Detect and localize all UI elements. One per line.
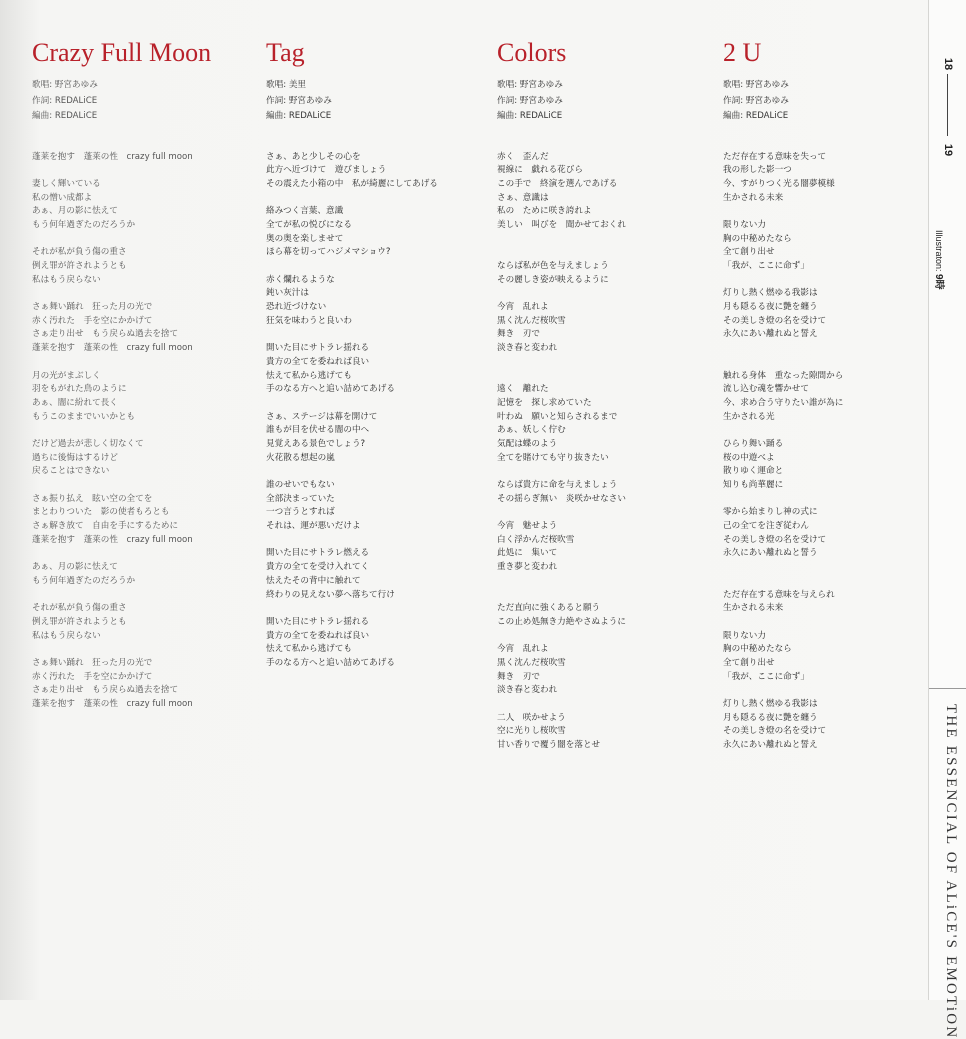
lyric-line: 誰もが目を伏せる闇の中へ	[266, 425, 370, 436]
lyric-line: ただ直向に強くあると願う	[497, 603, 601, 614]
song-column-crazy-full-moon	[32, 38, 211, 712]
stanza-gap	[266, 534, 438, 548]
stanza-gap	[497, 233, 626, 247]
lyric-line: さぁ振り払え 眩い空の全てを	[32, 493, 153, 504]
lyric-line: 零から始まりし神の式に	[723, 507, 818, 518]
credit-vocal: 歌唱: 野宮あゆみ	[497, 80, 563, 90]
lyric-line: 怯えたその背中に触れて	[266, 575, 361, 586]
lyric-line: 美しい 叫びを 聞かせておくれ	[497, 219, 626, 230]
song-credits	[723, 78, 843, 125]
stanza-gap	[497, 356, 626, 370]
stanza-gap	[723, 274, 843, 288]
stanza-gap	[32, 287, 211, 301]
lyric-line: 私はもう戻らない	[32, 274, 101, 285]
lyric-line: 触れる身体 重なった隙間から	[723, 370, 844, 381]
lyric-line: 戻ることはできない	[32, 466, 110, 477]
lyric-line: 黒く沈んだ桜吹雪	[497, 657, 566, 668]
lyric-line: さぁ舞い踊れ 狂った月の光で	[32, 657, 153, 668]
song-lyrics	[497, 151, 626, 753]
lyric-line: ただ存在する意味を与えられ	[723, 589, 835, 600]
song-column-2u	[723, 38, 843, 753]
credit-vocal: 歌唱: 美里	[266, 80, 307, 90]
stanza-gap	[266, 192, 438, 206]
stanza-gap	[32, 479, 211, 493]
lyric-line: その震えた小箱の中 私が綺麗にしてあげる	[266, 178, 438, 189]
lyric-line: 月も隠るる夜に艶を纏う	[723, 302, 818, 313]
lyric-line: 「我が、ここに命ず」	[723, 671, 809, 682]
stanza-gap	[32, 424, 211, 438]
song-title: Tag	[266, 38, 305, 67]
lyric-line: あぁ、月の影に怯えて	[32, 206, 118, 217]
lyric-line: さぁ、ステージは幕を開けて	[266, 411, 378, 422]
stanza-gap	[497, 287, 626, 301]
lyric-line: ただ存在する意味を失って	[723, 151, 827, 162]
lyric-line: 火花散る想起の嵐	[266, 452, 335, 463]
lyric-line: 手のなる方へと追い詰めてあげる	[266, 384, 395, 395]
song-lyrics	[723, 151, 843, 753]
lyric-line: その美しき燈の名を受けて	[723, 726, 827, 737]
stanza-gap	[266, 397, 438, 411]
stanza-gap	[723, 684, 843, 698]
illustrator-name: 9時	[933, 274, 944, 290]
stanza-gap	[723, 356, 843, 370]
lyric-line: 赤く 歪んだ	[497, 151, 549, 162]
lyric-line: 全てが私の悦びになる	[266, 219, 352, 230]
song-title: 2 U	[723, 38, 762, 67]
lyric-line: 全部決まっていた	[266, 493, 335, 504]
lyric-line: あぁ、妖しく佇む	[497, 425, 566, 436]
stanza-gap	[32, 547, 211, 561]
lyric-line: 狂気を味わうと良いわ	[266, 315, 352, 326]
lyric-line: ほら幕を切ってハジメマショウ?	[266, 247, 391, 258]
lyric-line: 限りない力	[723, 630, 766, 641]
lyric-line: 今宵 魅せよう	[497, 521, 558, 532]
sidebar-divider	[929, 688, 966, 689]
illustration-credit	[933, 230, 948, 290]
lyric-line: 誰のせいでもない	[266, 480, 335, 490]
lyric-line: 手のなる方へと追い詰めてあげる	[266, 657, 395, 668]
lyric-line: 舞き 刃で	[497, 671, 540, 682]
stanza-gap	[266, 260, 438, 274]
lyric-line: 此方へ近づけて 遊びましょう	[266, 165, 387, 176]
stanza-gap	[723, 561, 843, 575]
lyric-line: 開いた目にサトラレ揺れる	[266, 616, 370, 627]
page-number-right: 19	[942, 143, 954, 157]
page-number-divider	[947, 74, 948, 136]
lyric-line: さぁ解き放て 自由を手にするために	[32, 521, 179, 532]
stanza-gap	[497, 465, 626, 479]
lyric-line: 終わりの見えない夢へ落ちて行け	[266, 589, 395, 600]
credit-lyrics: 作詞: REDALiCE	[32, 95, 98, 106]
lyric-line: 淡き春と変われ	[497, 343, 558, 354]
lyric-line: 妻しく輝いている	[32, 178, 101, 189]
lyric-line: 記憶を 探し求めていた	[497, 397, 592, 408]
credit-arrangement: 編曲: REDALiCE	[723, 111, 789, 121]
lyric-line: 灯りし熱く燃ゆる我影は	[723, 699, 818, 709]
lyric-line: 永久にあい離れぬと誓う	[723, 548, 818, 559]
lyric-line: 淡き春と変われ	[497, 685, 558, 696]
stanza-gap	[32, 233, 211, 247]
song-column-tag	[266, 38, 438, 671]
lyric-line: 灯りし熱く燃ゆる我影は	[723, 288, 818, 299]
song-lyrics	[32, 151, 211, 712]
lyric-line: 今、求め合う守りたい誰が為に	[723, 397, 844, 408]
lyric-line: 蓬莱を抱す 蓬莱の性 crazy full moon	[32, 699, 193, 709]
lyric-line: それが私が負う傷の重さ	[32, 603, 127, 614]
lyric-line: ならば貴方に命を与えましょう	[497, 480, 618, 490]
song-credits	[266, 78, 438, 125]
lyric-line: ならば私が色を与えましょう	[497, 261, 609, 271]
lyric-line: 例え罪が許されようとも	[32, 616, 127, 627]
lyric-line: 怯えて私から逃げても	[266, 644, 352, 655]
credit-lyrics: 作詞: 野宮あゆみ	[497, 95, 563, 106]
lyric-line: 己の全てを注ぎ従わん	[723, 521, 809, 532]
lyric-line: 生かされる未来	[723, 192, 784, 203]
stanza-gap	[497, 589, 626, 603]
lyric-line: 生かされる未来	[723, 603, 784, 614]
lyric-line: 二人 咲かせよう	[497, 712, 566, 723]
song-credits	[497, 78, 626, 125]
lyric-line: 全て創り出せ	[723, 657, 775, 668]
stanza-gap	[723, 616, 843, 630]
stanza-gap	[497, 246, 626, 260]
lyric-line: さぁ、意識は	[497, 192, 549, 203]
stanza-gap	[32, 356, 211, 370]
lyric-line: 白く浮かんだ桜吹雪	[497, 534, 575, 545]
lyric-line: 桜の中遊べよ	[723, 452, 775, 463]
lyric-line: この手で 終演を選んであげる	[497, 178, 618, 189]
stanza-gap	[723, 205, 843, 219]
lyric-line: 限りない力	[723, 219, 766, 230]
lyric-line: 例え罪が許されようとも	[32, 261, 127, 271]
lyric-line: あぁ、闇に紛れて長く	[32, 397, 118, 408]
lyric-line: 赤く汚れた 手を空にかかげて	[32, 671, 153, 682]
lyric-line: 散りゆく運命と	[723, 466, 784, 477]
lyric-line: 遠く 離れた	[497, 384, 549, 395]
lyric-line: 全てを賭けても守り抜きたい	[497, 452, 609, 463]
lyric-line: さぁ走り出せ もう戻らぬ過去を捨て	[32, 329, 179, 340]
lyric-line: 私の憎い成都よ	[32, 192, 93, 203]
lyric-line: 重き夢と変われ	[497, 562, 558, 573]
stanza-gap	[266, 465, 438, 479]
lyric-line: 叶わぬ 願いと知らされるまで	[497, 411, 618, 422]
lyric-line: 私の ために咲き誇れよ	[497, 206, 592, 217]
song-credits	[32, 78, 211, 125]
lyric-line: 生かされる光	[723, 411, 775, 422]
lyric-line: 気配は蝶のよう	[497, 438, 558, 449]
stanza-gap	[497, 575, 626, 589]
lyric-line: もうこのままでいいかとも	[32, 411, 136, 422]
lyric-line: その美しき燈の名を受けて	[723, 315, 827, 326]
book-title: THE ESSENCIAL OF ALiCE'S EMOTiON	[943, 704, 959, 1039]
lyric-line: 過ちに後悔はするけど	[32, 452, 118, 463]
lyric-line: 空に光りし桜吹雪	[497, 726, 566, 737]
lyric-line: さぁ、あと少しその心を	[266, 151, 361, 162]
lyric-line: 鈍い灰汁は	[266, 288, 309, 299]
lyric-line: それが私が負う傷の重さ	[32, 247, 127, 258]
lyric-line: 私はもう戻らない	[32, 630, 101, 641]
credit-lyrics: 作詞: 野宮あゆみ	[266, 95, 332, 106]
lyric-line: まとわりついた 影の使者もろとも	[32, 507, 170, 518]
lyric-line: 貴方の全てを受け入れてく	[266, 562, 370, 573]
stanza-gap	[266, 328, 438, 342]
lyric-line: 今宵 乱れよ	[497, 644, 549, 655]
lyric-line: 蓬莱を抱す 蓬莱の性 crazy full moon	[32, 151, 193, 162]
lyric-line: 永久にあい離れぬと誓え	[723, 740, 818, 751]
stanza-gap	[266, 602, 438, 616]
lyric-line: その揺らぎ無い 炎咲かせなさい	[497, 493, 626, 504]
lyric-line: 赤く汚れた 手を空にかかげて	[32, 315, 153, 326]
lyric-line: その美しき燈の名を受けて	[723, 534, 827, 545]
lyric-line: 胸の中秘めたなら	[723, 233, 792, 244]
credit-arrangement: 編曲: REDALiCE	[32, 111, 98, 121]
stanza-gap	[32, 164, 211, 178]
lyric-line: 我の形した影一つ	[723, 165, 792, 176]
lyric-line: 月の光がまぶしく	[32, 370, 101, 381]
stanza-gap	[497, 370, 626, 384]
stanza-gap	[32, 643, 211, 657]
lyric-line: だけど過去が悲しく切なくて	[32, 438, 144, 449]
lyric-line: 赤く爛れるような	[266, 274, 335, 285]
stanza-gap	[32, 589, 211, 603]
lyric-line: さぁ舞い踊れ 狂った月の光で	[32, 302, 153, 313]
lyric-line: 見覚えある景色でしょう?	[266, 438, 366, 449]
lyric-line: 黒く沈んだ桜吹雪	[497, 315, 566, 326]
lyric-line: 蓬莱を抱す 蓬莱の性 crazy full moon	[32, 343, 193, 354]
stanza-gap	[723, 575, 843, 589]
lyric-line: 貴方の全てを委ねれば良い	[266, 356, 370, 367]
illustration-label: Illustraton:	[934, 230, 944, 272]
stanza-gap	[497, 630, 626, 644]
lyric-line: 恐れ近づけない	[266, 302, 327, 313]
lyric-line: 開いた目にサトラレ揺れる	[266, 343, 370, 354]
lyric-line: 蓬莱を抱す 蓬莱の性 crazy full moon	[32, 534, 193, 545]
lyric-line: 今宵 乱れよ	[497, 302, 549, 313]
song-lyrics	[266, 151, 438, 671]
lyric-line: もう何年過ぎたのだろうか	[32, 219, 136, 230]
page-number-left: 18	[942, 57, 954, 71]
lyric-line: 全て創り出せ	[723, 247, 775, 258]
lyric-line: さぁ走り出せ もう戻らぬ過去を捨て	[32, 685, 179, 696]
lyric-line: 胸の中秘めたなら	[723, 644, 792, 655]
lyric-line: それは、運が悪いだけよ	[266, 521, 361, 532]
stanza-gap	[723, 342, 843, 356]
lyric-line: 絡みつく言葉、意識	[266, 206, 344, 217]
lyric-line: 永久にあい離れぬと誓え	[723, 329, 818, 340]
lyric-line: この止め処無き力絶やさぬように	[497, 616, 626, 627]
lyric-line: 「我が、ここに命ず」	[723, 261, 809, 271]
lyric-line: 怯えて私から逃げても	[266, 370, 352, 381]
lyric-line: 貴方の全てを委ねれば良い	[266, 630, 370, 641]
lyric-line: 舞き 刃で	[497, 329, 540, 340]
credit-arrangement: 編曲: REDALiCE	[497, 111, 563, 121]
credit-vocal: 歌唱: 野宮あゆみ	[723, 80, 789, 90]
song-title: Colors	[497, 38, 567, 67]
lyric-line: 一つ言うとすれば	[266, 507, 335, 518]
lyric-line: 流し込む魂を響かせて	[723, 384, 809, 395]
lyric-line: 奥の奥を楽しませて	[266, 233, 344, 244]
lyric-line: もう何年過ぎたのだろうか	[32, 575, 136, 586]
stanza-gap	[723, 424, 843, 438]
lyric-line: 羽をもがれた鳥のように	[32, 384, 127, 395]
lyric-line: 開いた目にサトラレ燃える	[266, 548, 370, 559]
credit-lyrics: 作詞: 野宮あゆみ	[723, 95, 789, 106]
lyric-line: 此処に 集いて	[497, 548, 558, 559]
stanza-gap	[497, 506, 626, 520]
lyric-line: 甘い香りで覆う闇を落とせ	[497, 740, 601, 751]
lyric-line: 視線に 戯れる花びら	[497, 165, 583, 176]
page-sidebar	[928, 0, 966, 1039]
lyric-line: その麗しき姿が映えるように	[497, 274, 609, 285]
lyric-line: 月も隠るる夜に艶を纏う	[723, 712, 818, 723]
lyric-line: 今、すがりつく光る闇夢模様	[723, 178, 835, 189]
lyric-line: あぁ、月の影に怯えて	[32, 562, 118, 573]
credit-arrangement: 編曲: REDALiCE	[266, 111, 332, 121]
song-column-colors	[497, 38, 626, 753]
lyric-line: ひらり舞い踊る	[723, 438, 784, 449]
stanza-gap	[723, 493, 843, 507]
song-title: Crazy Full Moon	[32, 38, 212, 67]
lyric-line: 知りも尚華麗に	[723, 480, 784, 490]
stanza-gap	[497, 698, 626, 712]
credit-vocal: 歌唱: 野宮あゆみ	[32, 80, 98, 90]
